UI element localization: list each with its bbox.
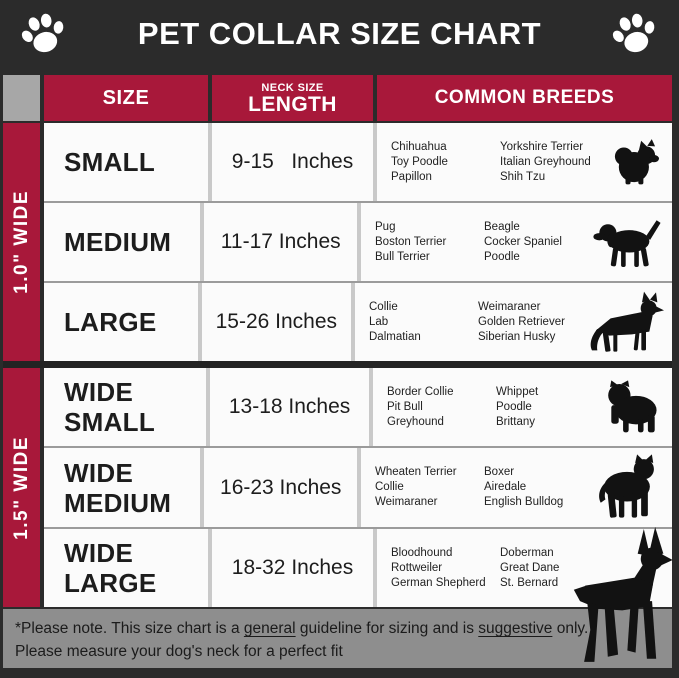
length-cell: 9-15 Inches <box>212 123 373 201</box>
size-text: WIDE <box>64 538 134 568</box>
breed-item: Whippet <box>496 385 539 398</box>
breeds-cell <box>361 448 672 527</box>
pit-bull-silhouette-icon <box>590 452 672 524</box>
length-cell: 11-17 Inches <box>204 203 357 281</box>
band-label: 1.0" WIDE <box>10 190 32 294</box>
paw-print-icon <box>606 6 663 63</box>
breed-item: Italian Greyhound <box>500 155 591 168</box>
breeds-list-right <box>500 140 606 185</box>
breed-item: Dalmatian <box>369 330 421 343</box>
section-band-1point5-inch-wide <box>3 368 40 607</box>
breeds-list-left <box>391 140 500 185</box>
breeds-list-right <box>484 465 590 510</box>
table-row-medium <box>44 203 672 281</box>
note-text: guideline for sizing and is <box>295 620 479 637</box>
breed-item: Rottweiler <box>391 561 443 574</box>
breed-item: Bloodhound <box>391 546 453 559</box>
column-header-common-breeds: COMMON BREEDS <box>377 75 672 121</box>
footer-line-2: Please measure your dog's neck for a perfect fit <box>15 643 343 660</box>
breeds-list-right <box>496 385 602 430</box>
size-text: SMALL <box>64 407 156 437</box>
breeds-list-left <box>369 300 478 345</box>
breeds-list-left <box>391 546 500 591</box>
length-cell: 18-32 Inches <box>212 529 373 607</box>
size-cell <box>44 283 198 361</box>
breed-item: St. Bernard <box>500 576 559 589</box>
breed-item: Poodle <box>484 250 520 263</box>
breed-item: German Shepherd <box>391 576 486 589</box>
size-cell <box>44 368 206 446</box>
note-underlined-word: suggestive <box>478 620 553 637</box>
section-band-1-inch-wide <box>3 123 40 361</box>
size-cell <box>44 529 208 607</box>
breeds-list-left <box>375 220 484 265</box>
size-text: WIDE <box>64 457 134 488</box>
column-header-size: SIZE <box>44 75 208 121</box>
section-divider <box>3 361 672 368</box>
breed-item: Airedale <box>484 481 527 493</box>
size-text: WIDE <box>64 377 134 407</box>
breed-item: Great Dane <box>500 561 560 574</box>
breed-item: Collie <box>369 300 398 313</box>
band-label: 1.5" WIDE <box>10 435 32 540</box>
breeds-cell <box>355 283 672 361</box>
table-row-wide-small <box>44 368 672 446</box>
breed-item: Doberman <box>500 546 554 559</box>
breeds-cell <box>377 123 672 201</box>
breed-item: Pit Bull <box>387 400 423 413</box>
breed-item: Siberian Husky <box>478 330 556 343</box>
note-text: *Please note. This size chart is a <box>15 620 244 637</box>
breeds-list-left <box>375 465 484 510</box>
breeds-cell <box>361 203 672 281</box>
breed-item: Boxer <box>484 466 515 478</box>
breeds-list-left <box>387 385 496 430</box>
breed-item: Pug <box>375 220 396 233</box>
column-header-neck-size-length <box>212 75 373 121</box>
breed-item: Greyhound <box>387 415 444 428</box>
neck-size-label: NECK SIZE <box>261 81 324 94</box>
breed-item: Cocker Spaniel <box>484 235 562 248</box>
size-cell <box>44 123 208 201</box>
breed-item: Poodle <box>496 400 532 413</box>
size-text: LARGE <box>64 307 157 337</box>
size-text: LARGE <box>64 568 157 598</box>
breed-item: Bull Terrier <box>375 250 430 263</box>
breed-item: Toy Poodle <box>391 155 448 168</box>
table-row-wide-medium <box>44 448 672 527</box>
breed-item: Boston Terrier <box>375 235 447 248</box>
note-text: only. <box>552 620 589 637</box>
breed-item: Border Collie <box>387 385 454 398</box>
note-underlined-word: general <box>243 620 296 637</box>
breeds-list-right <box>478 300 584 345</box>
breed-item: Yorkshire Terrier <box>500 140 584 153</box>
breed-item: Brittany <box>496 415 535 428</box>
table-row-large <box>44 283 672 361</box>
length-cell: 16-23 Inches <box>204 448 357 527</box>
german-shepherd-silhouette-icon <box>584 288 672 356</box>
size-text: MEDIUM <box>64 227 172 257</box>
breeds-cell <box>373 368 672 446</box>
breed-item: Golden Retriever <box>478 315 565 328</box>
breed-item: Weimaraner <box>375 496 438 508</box>
bulldog-silhouette-icon <box>602 377 672 437</box>
table-row-small <box>44 123 672 201</box>
pomeranian-silhouette-icon <box>606 138 672 186</box>
size-text: MEDIUM <box>64 487 172 518</box>
doberman-silhouette-icon <box>556 527 674 667</box>
breed-item: Papillon <box>391 170 432 183</box>
size-cell <box>44 203 200 281</box>
breed-item: Weimaraner <box>478 300 541 313</box>
breed-item: Collie <box>375 481 404 493</box>
length-cell: 15-26 Inches <box>202 283 351 361</box>
beagle-silhouette-icon <box>590 215 672 269</box>
size-text: SMALL <box>64 147 156 177</box>
header-corner-square <box>3 75 40 121</box>
length-cell: 13-18 Inches <box>210 368 369 446</box>
breed-item: Wheaten Terrier <box>375 466 457 478</box>
breed-item: Shih Tzu <box>500 170 546 183</box>
breed-item: Beagle <box>484 220 520 233</box>
breed-item: Chihuahua <box>391 140 447 153</box>
page-title: PET COLLAR SIZE CHART <box>137 16 542 51</box>
breed-item: Lab <box>369 315 389 328</box>
breeds-list-right <box>484 220 590 265</box>
length-label: LENGTH <box>248 92 337 116</box>
size-cell <box>44 448 200 527</box>
breed-item: English Bulldog <box>484 496 564 508</box>
